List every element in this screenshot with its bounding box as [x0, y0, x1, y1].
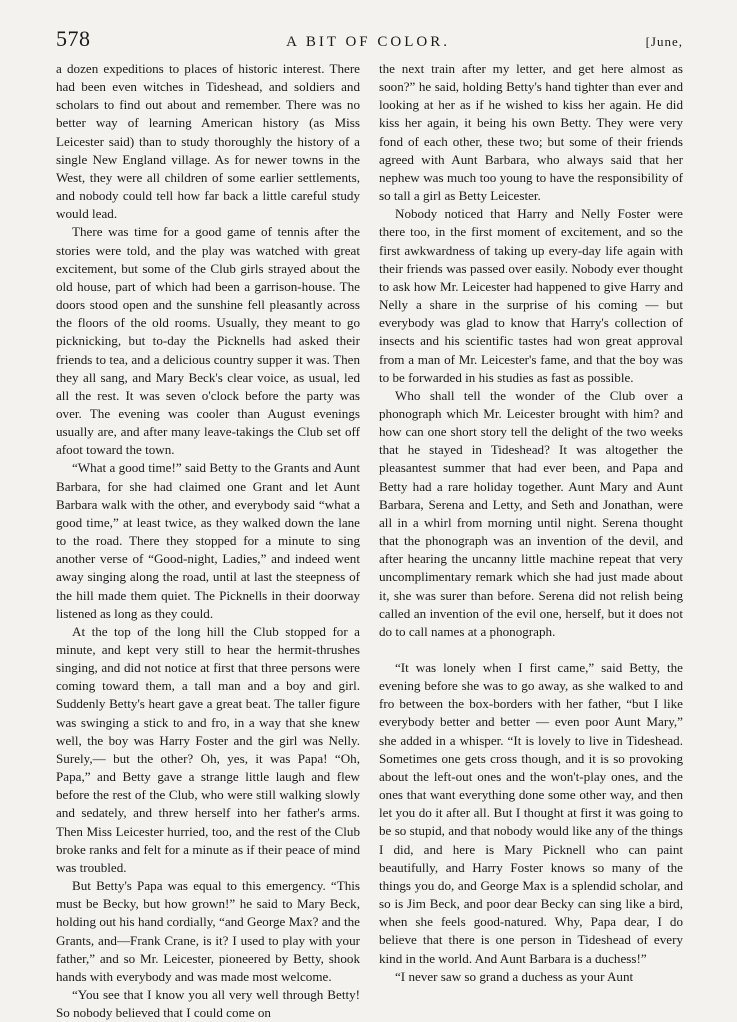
- paragraph: “It was lonely when I first came,” said Betty, the evening before she was to go away, as she walked to and fro between the box-borders with her father, “but I like everybody better and better — even poor Aunt Mary,” she added in a whisper. “It is lovely to live in Tideshead. Sometimes one gets cross though, and it is so provoking about the left-out ones and the won't-play ones, and the ones that want everything done some other way, and then let you do it after all. But I thought at first it was going to be so stupid, and that nobody would like any of the things I did, and here is Mary Picknell who can paint beautifully, and Harry Foster knows so many of the things you do, and George Max is a splendid scholar, and so is Jim Beck, and poor dear Becky can sing like a bird, when she feels good-natured. Why, Papa dear, I do believe that there is one person in Tideshead of every kind in the world. And Aunt Barbara is a duchess!”: [379, 660, 683, 966]
- paragraph: Nobody noticed that Harry and Nelly Foster were there too, in the first moment of excitement, and so the first awkwardness of taking up every-day life again with their friends was passed over easily. Nobody ever thought to ask how Mr. Leicester had happened to give Harry and Nelly a share in the surprise of his coming — but everybody was glad to know that Harry's collection of insects and his scientific tastes had won great approval from a man of Mr. Leicester's fame, and that the boy was to be forwarded in his studies as fast as possible.: [379, 206, 683, 385]
- paragraph: Who shall tell the wonder of the Club over a phonograph which Mr. Leicester brought with him? and how can one short story tell the delight of the two weeks that he stayed in Tideshead? It was altogether the pleasantest summer that had ever been, and Papa and Betty had a rare holiday together. Aunt Mary and Aunt Barbara, Serena and Letty, and Seth and Jonathan, were all in a whirl from morning until night. Serena thought that the phonograph was an invention of the devil, and after hearing the uncanny little machine repeat that very uncomplimentary remark which she had just made about it, she was surer than before. Serena did not relish being called an invention of the evil one, herself, but it does not do to call names at a phonograph.: [379, 387, 683, 639]
- paragraph: “What a good time!” said Betty to the Grants and Aunt Barbara, for she had claimed one Grant and let Aunt Barbara walk with the other, and everybody said “what a good time,” at least twice, as they walked down the lane to the road. There they stopped for a minute to sing another verse of “Good-night, Ladies,” and indeed went away singing along the road, until at last the steepness of the hill made them quiet. The Picknells in their doorway listened as long as they could.: [56, 460, 360, 621]
- paragraph: the next train after my letter, and get here almost as soon?” he said, holding Betty's hand tighter than ever and looking at her as if he wished to kiss her again. He did kiss her again, it being his own Betty. They were very fond of each other, these two; but some of their friends agreed with Aunt Barbara, who always said that her nephew was much too young to have the responsibility of so tall a girl as Betty Leicester.: [379, 61, 683, 204]
- issue-month: [June,: [645, 34, 683, 49]
- paragraph: a dozen expeditions to places of historic interest. There had been even witches in Tideshead, and soldiers and scholars to find out about and remember. There was no better way of learning American history (as Miss Leicester said) than to study thoroughly the history of a single New England village. As for newer towns in the West, they were all children of some earlier settlements, and nobody could tell how far back a little careful study would lead.: [56, 61, 360, 222]
- text-columns: [56, 60, 683, 1022]
- paragraph: At the top of the long hill the Club stopped for a minute, and kept very still to hear the hermit-thrushes singing, and did not notice at first that three persons were coming toward them, a tall man and a boy and girl. Suddenly Betty's heart gave a great beat. The taller figure was swinging a stick to and fro, in a way that she knew well, the boy was Harry Foster and the girl was Nelly. Surely,— but the other? Oh, yes, it was Papa! “Oh, Papa,” and Betty gave a strange little laugh and flew before the rest of the Club, who were still walking slowly and sedately, and threw herself into her father's arms. Then Miss Leicester hurried, too, and the rest of the Club broke ranks and felt for a minute as if their peace of mind was troubled.: [56, 623, 360, 875]
- page-header: [56, 26, 683, 54]
- paragraph: There was time for a good game of tennis after the stories were told, and the play was watched with great excitement, but some of the Club girls strayed about the old house, part of which had been a garrison-house. The doors stood open and the sunshine fell pleasantly across the floors of the old rooms. Usually, they meant to go picknicking, but to-day the Picknells had asked their friends to tea, and a delicious country supper it was. Then they all sang, and Mary Beck's clear voice, as usual, led all the rest. It was seven o'clock before the party was over. The evening was cooler than August evenings usually are, and after many leave-takings the Club set off afoot toward the town.: [56, 224, 360, 458]
- left-column: [56, 60, 360, 1022]
- running-title: A BIT OF COLOR.: [286, 34, 450, 50]
- paragraph: But Betty's Papa was equal to this emergency. “This must be Becky, but how grown!” he said to Mary Beck, holding out his hand cordially, “and George Max? and the Grants, and—Frank Crane, is it? I used to play with your father,” and so Mr. Leicester, pioneered by Betty, shook hands with everybody and was made most welcome.: [56, 878, 360, 984]
- paragraph: “You see that I know you all very well through Betty! So nobody believed that I could come on: [56, 986, 360, 1021]
- page-number: 578: [56, 26, 91, 51]
- right-column: [379, 60, 683, 1022]
- paragraph: “I never saw so grand a duchess as your Aunt: [395, 968, 634, 984]
